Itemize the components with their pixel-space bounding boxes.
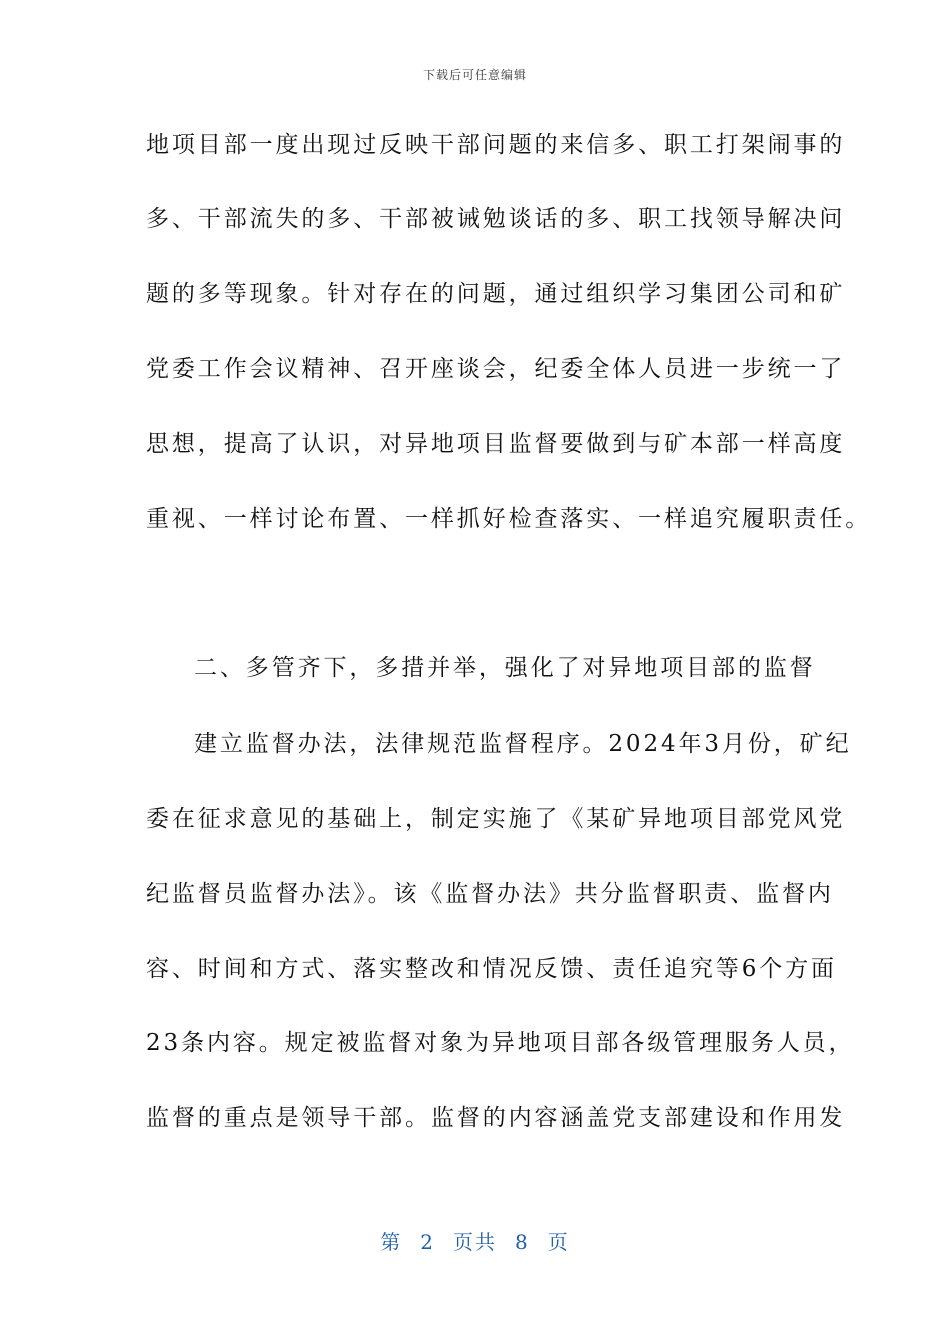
paragraph-first-line: 建立监督办法，法律规范监督程序。2024年3月份，矿纪 <box>194 731 852 757</box>
page-footer <box>0 1226 950 1255</box>
footer-prefix: 第 <box>380 1230 403 1254</box>
section-heading: 二、多管齐下，多措并举，强化了对异地项目部的监督 <box>194 655 816 681</box>
body-line: 思想，提高了认识，对异地项目监督要做到与矿本部一样高度 <box>146 431 846 457</box>
body-line: 题的多等现象。针对存在的问题，通过组织学习集团公司和矿 <box>146 281 846 307</box>
body-line: 容、时间和方式、落实整改和情况反馈、责任追究等6个方面 <box>146 956 837 982</box>
body-line: 委在征求意见的基础上，制定实施了《某矿异地项目部党风党 <box>146 806 846 832</box>
body-line: 纪监督员监督办法》。该《监督办法》共分监督职责、监督内 <box>146 881 834 907</box>
body-line: 重视、一样讨论布置、一样抓好检查落实、一样追究履职责任。 <box>146 506 872 532</box>
footer-page-number: 2 <box>420 1230 435 1254</box>
body-line: 多、干部流失的多、干部被诫勉谈话的多、职工找领导解决问 <box>146 206 846 232</box>
body-line: 党委工作会议精神、召开座谈会，纪委全体人员进一步统一了 <box>146 356 846 382</box>
page-header-note: 下载后可任意编辑 <box>422 68 527 82</box>
footer-suffix: 页 <box>547 1230 570 1254</box>
footer-total-pages: 8 <box>515 1230 530 1254</box>
footer-middle: 页共 <box>453 1230 497 1254</box>
body-line: 23条内容。规定被监督对象为异地项目部各级管理服务人员， <box>146 1030 855 1056</box>
body-line: 监督的重点是领导干部。监督的内容涵盖党支部建设和作用发 <box>146 1105 846 1131</box>
body-line: 地项目部一度出现过反映干部问题的来信多、职工打架闹事的 <box>146 132 846 158</box>
